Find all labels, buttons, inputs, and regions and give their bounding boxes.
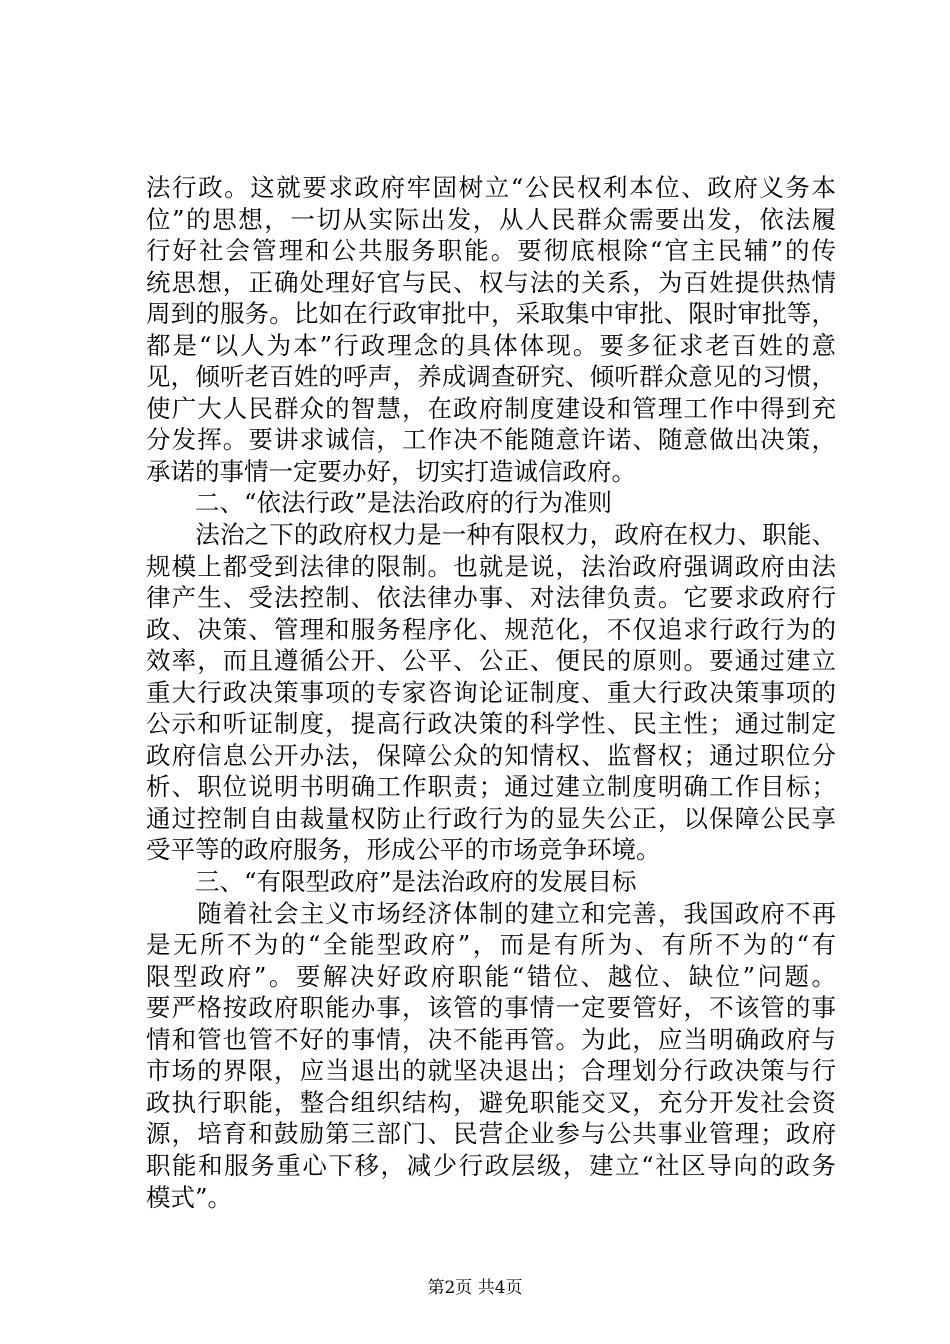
paragraph-line: 重大行政决策事项的专家咨询论证制度、重大行政决策事项的 [146,677,836,707]
paragraph-line: 政府信息公开办法，保障公众的知情权、监督权；通过职位分 [146,740,836,770]
page-number-footer: 第2页 共4页 [427,1278,523,1298]
paragraph-line: 限型政府”。要解决好政府职能“错位、越位、缺位”问题。 [146,961,836,991]
paragraph-line: 随着社会主义市场经济体制的建立和完善，我国政府不再 [146,898,836,928]
paragraph-line: 位”的思想，一切从实际出发，从人民群众需要出发，依法履 [146,204,836,234]
paragraph-line: 是无所不为的“全能型政府”，而是有所为、有所不为的“有 [146,930,836,960]
paragraph-line: 要严格按政府职能办事，该管的事情一定要管好，不该管的事 [146,993,836,1023]
paragraph-line: 析、职位说明书明确工作职责；通过建立制度明确工作目标； [146,772,836,802]
paragraph-line: 法治之下的政府权力是一种有限权力，政府在权力、职能、 [146,520,836,550]
paragraph-line: 分发挥。要讲求诚信，工作决不能随意许诺、随意做出决策， [146,425,836,455]
paragraph-line: 见，倾听老百姓的呼声，养成调查研究、倾听群众意见的习惯， [146,362,836,392]
paragraph-line: 规模上都受到法律的限制。也就是说，法治政府强调政府由法 [146,551,836,581]
paragraph-line: 政执行职能，整合组织结构，避免职能交叉，充分开发社会资 [146,1087,836,1117]
paragraph-line: 源，培育和鼓励第三部门、民营企业参与公共事业管理；政府 [146,1119,836,1149]
document-body [146,172,836,1213]
section-heading-line: 二、“依法行政”是法治政府的行为准则 [146,488,613,518]
paragraph-line: 通过控制自由裁量权防止行政行为的显失公正，以保障公民享 [146,803,836,833]
paragraph-line: 行好社会管理和公共服务职能。要彻底根除“官主民辅”的传 [146,236,836,266]
paragraph-line: 职能和服务重心下移，减少行政层级，建立“社区导向的政务 [146,1150,836,1180]
paragraph-line: 统思想，正确处理好官与民、权与法的关系，为百姓提供热情 [146,267,836,297]
paragraph-line: 法行政。这就要求政府牢固树立“公民权利本位、政府义务本 [146,173,836,202]
paragraph-line: 律产生、受法控制、依法律办事、对法律负责。它要求政府行 [146,583,836,613]
paragraph-line: 都是“以人为本”行政理念的具体体现。要多征求老百姓的意 [146,330,836,360]
paragraph-line: 周到的服务。比如在行政审批中，采取集中审批、限时审批等， [146,299,836,329]
paragraph-line: 承诺的事情一定要办好，切实打造诚信政府。 [146,456,636,486]
paragraph-line: 情和管也管不好的事情，决不能再管。为此，应当明确政府与 [146,1024,836,1054]
paragraph-line: 模式”。 [146,1182,233,1212]
section-heading-line: 三、“有限型政府”是法治政府的发展目标 [146,867,637,897]
paragraph-line: 受平等的政府服务，形成公平的市场竞争环境。 [146,835,661,865]
paragraph-line: 政、决策、管理和服务程序化、规范化，不仅追求行政行为的 [146,614,836,644]
paragraph-line: 使广大人民群众的智慧，在政府制度建设和管理工作中得到充 [146,393,836,423]
paragraph-line: 公示和听证制度，提高行政决策的科学性、民主性；通过制定 [146,709,836,739]
paragraph-line: 效率，而且遵循公开、公平、公正、便民的原则。要通过建立 [146,646,836,676]
paragraph-line: 市场的界限，应当退出的就坚决退出；合理划分行政决策与行 [146,1056,836,1086]
